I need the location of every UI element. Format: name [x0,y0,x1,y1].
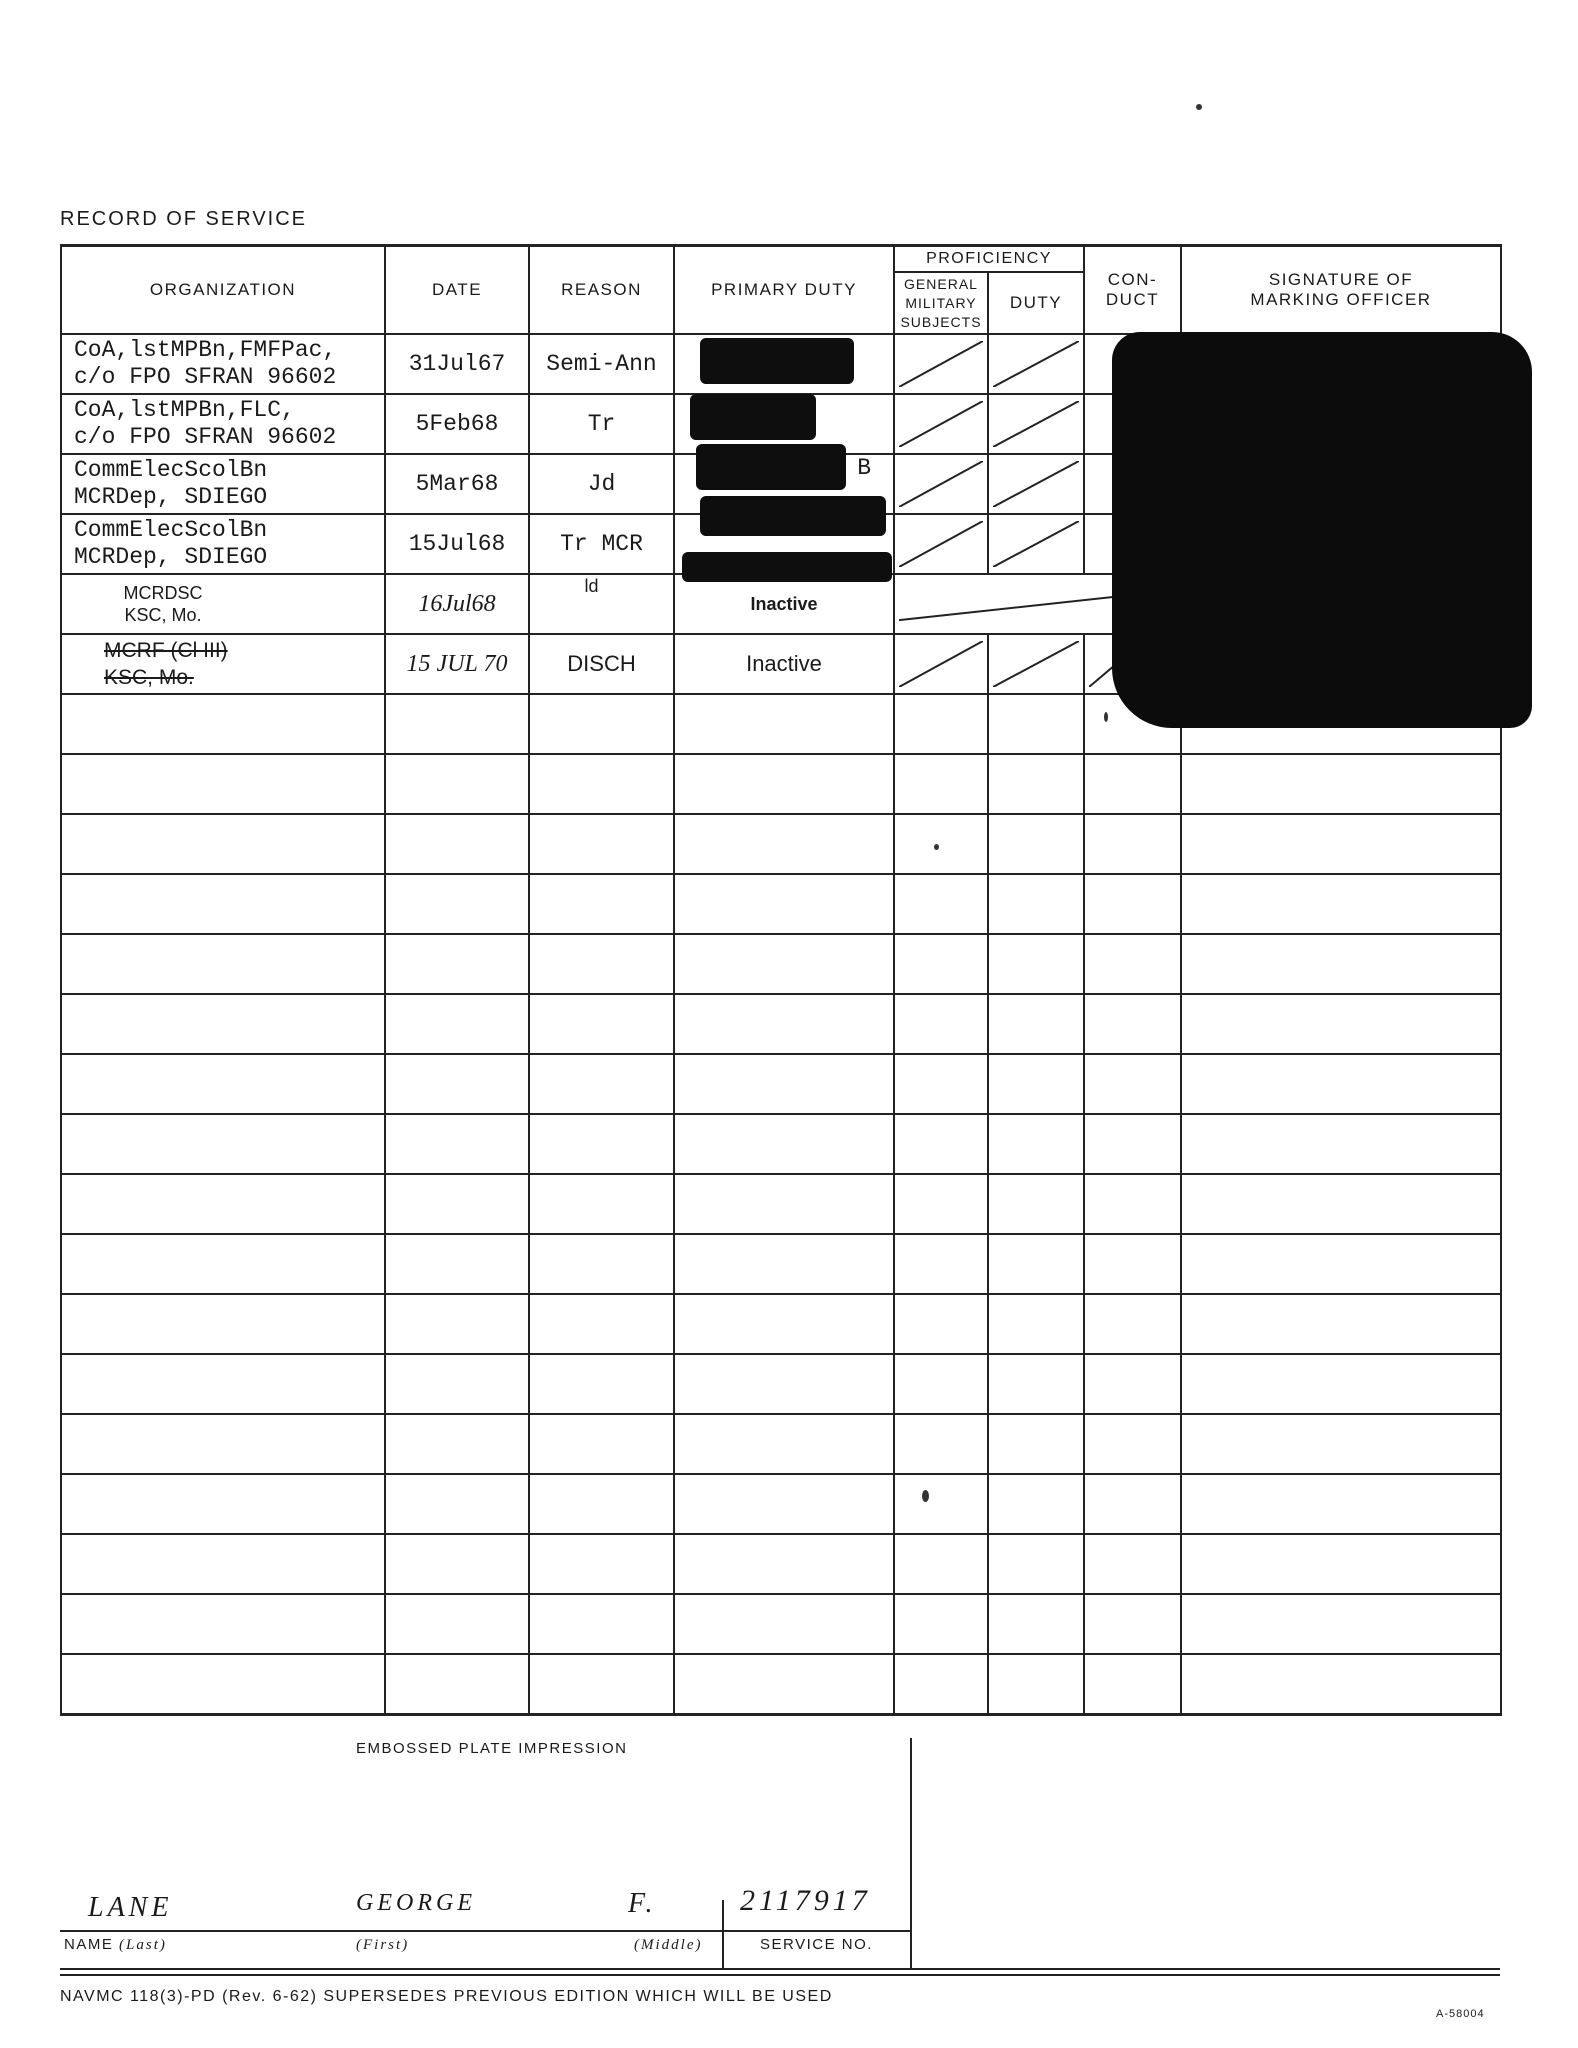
last-name: LANE [88,1892,173,1923]
org-cell: MCRDSC KSC, Mo. [61,574,385,634]
header-conduct-line2: DUCT [1105,290,1160,309]
table-row [61,1234,1501,1294]
header-general-military-subjects [894,272,988,334]
reason-cell: DISCH [529,634,674,694]
speck [934,844,939,850]
gms-cell [894,454,988,514]
duty-cell: Inactive [674,574,894,634]
header-conduct-line1: CON- [1107,270,1158,289]
service-number-divider [722,1900,724,1968]
header-primary-duty: PRIMARY DUTY [674,246,894,335]
service-number: 2117917 [740,1884,871,1917]
header-date: DATE [385,246,529,335]
table-row [61,994,1501,1054]
duty-mark-cell [988,454,1084,514]
duty-cell: Inactive [674,634,894,694]
reason-cell: Tr MCR [529,514,674,574]
reason-cell: ld [529,574,674,634]
duty-redaction [690,394,816,440]
diagonal-mark-icon [899,341,983,387]
table-row [61,1594,1501,1654]
header-signature-line1: SIGNATURE OF [1268,270,1414,289]
gms-cell [894,514,988,574]
date-cell: 15 JUL 70 [385,634,529,694]
name-line [60,1930,910,1932]
form-footer: NAVMC 118(3)-PD (Rev. 6-62) SUPERSEDES PREVIOUS EDITION WHICH WILL BE USED [60,1988,833,2005]
duty-mark-cell [988,334,1084,394]
signature-redaction [1112,332,1532,728]
table-row [61,1054,1501,1114]
reason-cell: Semi-Ann [529,334,674,394]
duty-cell: B [674,454,894,514]
speck [1104,712,1108,722]
bottom-rule [60,1968,1500,1976]
date-cell: 5Feb68 [385,394,529,454]
table-row [61,1174,1501,1234]
diagonal-mark-icon [993,401,1079,447]
reason-cell: Tr [529,394,674,454]
header-gms-line3: SUBJECTS [900,313,982,330]
table-row [61,1474,1501,1534]
table-row [61,934,1501,994]
header-organization: ORGANIZATION [61,246,385,335]
first-label: (First) [356,1937,410,1953]
table-row [61,1354,1501,1414]
speck [922,1490,929,1502]
table-row [61,874,1501,934]
gms-cell [894,394,988,454]
diagonal-mark-icon [993,341,1079,387]
header-conduct [1084,246,1181,335]
service-no-label: SERVICE NO. [760,1936,873,1953]
table-row [61,1654,1501,1714]
diagonal-mark-icon [993,521,1079,567]
middle-label: (Middle) [634,1937,703,1953]
middle-initial: F. [628,1888,657,1919]
table-row [61,814,1501,874]
duty-mark-cell [988,394,1084,454]
reason-cell: Jd [529,454,674,514]
duty-redaction [696,444,846,490]
gms-cell [894,334,988,394]
table-row [61,1414,1501,1474]
header-gms-line2: MILITARY [905,294,977,311]
header-reason: REASON [529,246,674,335]
org-cell: CommElecScolBn MCRDep, SDIEGO [61,454,385,514]
header-signature [1181,246,1501,335]
diagonal-mark-icon [993,641,1079,687]
org-cell: MCRF (Cl III) KSC, Mo. [61,634,385,694]
embossed-plate-area [60,1738,912,1968]
name-label: NAME (Last) [64,1936,167,1953]
org-cell: CoA,lstMPBn,FMFPac, c/o FPO SFRAN 96602 [61,334,385,394]
first-name: GEORGE [356,1890,476,1916]
date-cell: 15Jul68 [385,514,529,574]
header-gms-line1: GENERAL [904,275,978,292]
table-row [61,754,1501,814]
duty-redaction [682,552,892,582]
org-cell: CommElecScolBn MCRDep, SDIEGO [61,514,385,574]
table-row [61,1294,1501,1354]
embossed-plate-label: EMBOSSED PLATE IMPRESSION [356,1740,628,1757]
header-proficiency: PROFICIENCY [894,246,1084,273]
form-code: A-58004 [1436,2008,1485,2020]
speck [1196,104,1202,110]
duty-redaction [700,338,854,384]
diagonal-mark-icon [899,641,983,687]
header-duty: DUTY [988,272,1084,334]
duty-mark-cell [988,514,1084,574]
org-cell: CoA,lstMPBn,FLC, c/o FPO SFRAN 96602 [61,394,385,454]
date-cell: 16Jul68 [385,574,529,634]
table-row [61,1534,1501,1594]
diagonal-mark-icon [899,461,983,507]
date-cell: 5Mar68 [385,454,529,514]
diagonal-mark-icon [899,401,983,447]
diagonal-mark-icon [899,521,983,567]
duty-redaction [700,496,886,536]
date-cell: 31Jul67 [385,334,529,394]
header-signature-line2: MARKING OFFICER [1250,290,1432,309]
diagonal-mark-icon [993,461,1079,507]
name-plate-section [60,1738,1500,1974]
table-row [61,1114,1501,1174]
form-title: RECORD OF SERVICE [60,208,307,230]
duty-mark-cell [988,634,1084,694]
gms-cell [894,634,988,694]
